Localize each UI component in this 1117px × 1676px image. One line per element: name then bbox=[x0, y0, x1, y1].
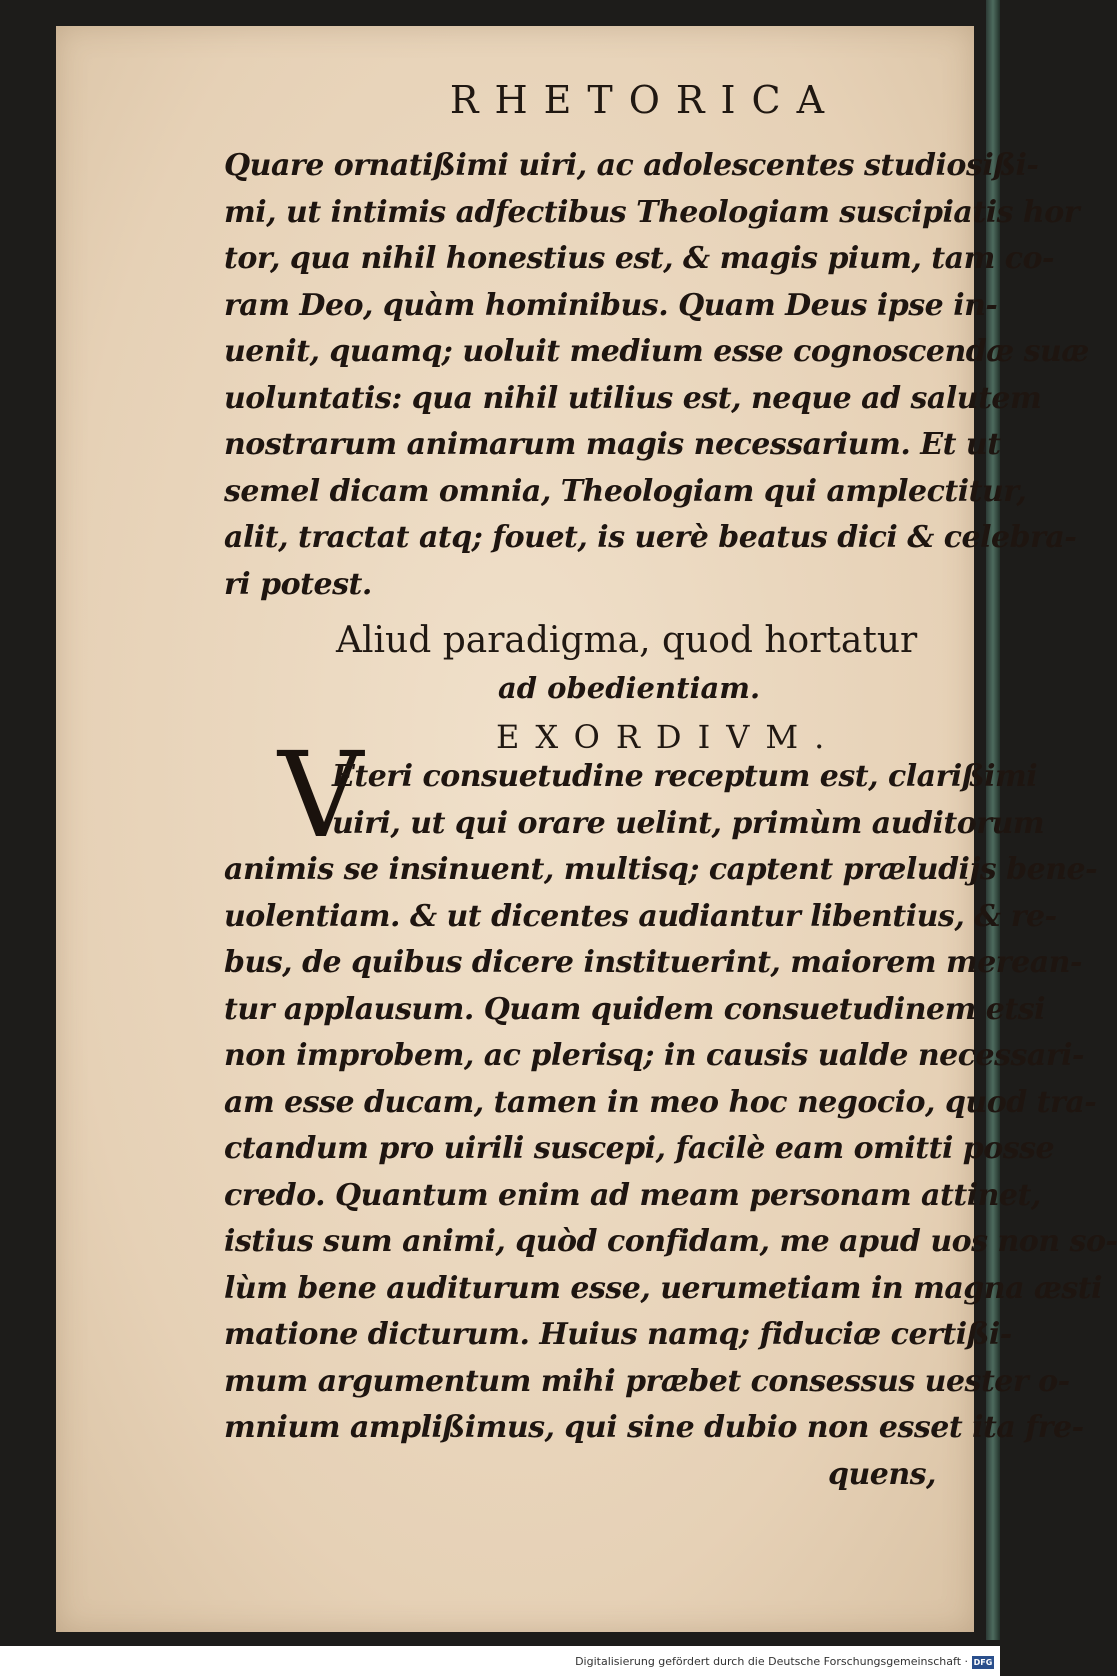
text-line: ctandum pro uirili suscepi, facilè eam omitti posse bbox=[224, 1131, 1055, 1166]
text-line: bus, de quibus dicere instituerint, maiorem merean- bbox=[224, 945, 1082, 980]
text-line: uolentiam. & ut dicentes audiantur libentius, & re- bbox=[224, 898, 1057, 934]
text-line: ri potest. bbox=[224, 566, 372, 602]
text-line: semel dicam omnia, Theologiam qui amplectitur, bbox=[224, 473, 1027, 509]
text-line: animis se insinuent, multisq; captent præludijs bene- bbox=[224, 852, 1098, 887]
dfg-logo: DFG bbox=[973, 1658, 993, 1667]
text-line: uiri, ut qui orare uelint, primùm auditorum bbox=[332, 805, 1045, 841]
text-line: mum argumentum mihi præbet consessus uester o- bbox=[224, 1363, 1070, 1399]
footer-credit: Digitalisierung gefördert durch die Deutsche Forschungsgemeinschaft · bbox=[575, 1655, 968, 1668]
footer-bar bbox=[0, 1646, 1000, 1676]
text-line: lùm bene auditurum esse, uerumetiam in magna æsti bbox=[224, 1270, 1103, 1306]
text-line: credo. Quantum enim ad meam personam attinet, bbox=[224, 1177, 1041, 1213]
text-line: Quare ornatißimi uiri, ac adolescentes studiosißi- bbox=[224, 148, 1039, 183]
section-heading: Aliud paradigma, quod hortatur bbox=[336, 620, 918, 661]
text-line: am esse ducam, tamen in meo hoc negocio, quod tra- bbox=[224, 1084, 1097, 1120]
text-line: nostrarum animarum magis necessarium. Et ut bbox=[224, 427, 1001, 462]
catchword: quens, bbox=[827, 1456, 936, 1492]
text-line: ram Deo, quàm hominibus. Quam Deus ipse in- bbox=[224, 287, 998, 323]
running-head: RHETORICA bbox=[449, 78, 841, 122]
paragraph-2 bbox=[224, 754, 1117, 1498]
exordium-title: EXORDIVM. bbox=[496, 718, 841, 756]
text-line: uoluntatis: qua nihil utilius est, neque ad salutem bbox=[224, 380, 1042, 416]
text-line: mnium amplißimus, qui sine dubio non esset ita fre- bbox=[224, 1410, 1084, 1445]
book-page bbox=[56, 26, 1117, 1632]
text-line: mi, ut intimis adfectibus Theologiam suscipiatis hor bbox=[224, 194, 1080, 230]
text-line: non improbem, ac plerisq; in causis ualde necessari- bbox=[224, 1038, 1084, 1073]
text-line: tor, qua nihil honestius est, & magis pium, tam co- bbox=[224, 241, 1054, 276]
text-line: matione dicturum. Huius namq; fiduciæ certißi- bbox=[224, 1317, 1012, 1352]
text-line: uenit, quamq; uoluit medium esse cognoscendæ suæ bbox=[224, 334, 1089, 369]
text-line: alit, tractat atq; fouet, is uerè beatus dici & celebra- bbox=[224, 520, 1077, 555]
paragraph-1 bbox=[224, 143, 1089, 608]
section-subheading: ad obedientiam. bbox=[498, 671, 761, 705]
text-line: Eteri consuetudine receptum est, clarißimi bbox=[332, 759, 1038, 794]
drop-cap: V bbox=[278, 726, 364, 864]
text-line: istius sum animi, quòd confidam, me apud uos non so- bbox=[224, 1224, 1117, 1259]
text-line: tur applausum. Quam quidem consuetudinem etsi bbox=[224, 991, 1046, 1027]
